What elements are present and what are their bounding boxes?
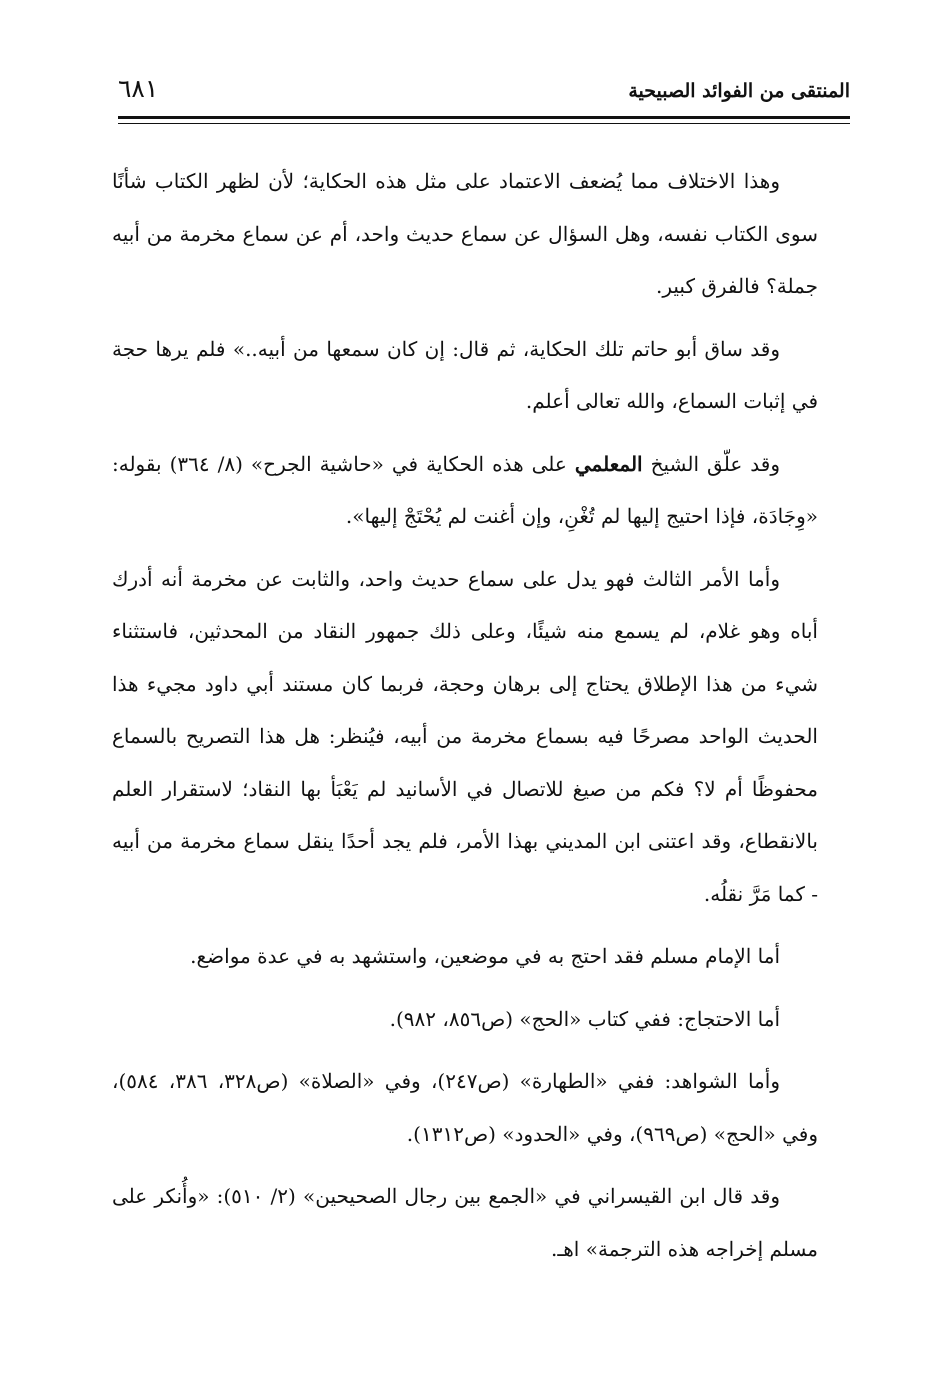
paragraph: أما الاحتجاج: ففي كتاب «الحج» (ص٨٥٦، ٩٨٢). bbox=[389, 1006, 780, 1031]
paragraph: وهذا الاختلاف مما يُضعف الاعتماد على مثل هذه الحكاية؛ لأن لظهر الكتاب شأنًا سوى الكتاب نفسه، وهل السؤال عن سماع حديث واحد، أم عن سماع مخرمة من أبيه جملة؟ فالفرق كبير. bbox=[112, 169, 818, 298]
page-number: ٦٨١ bbox=[118, 74, 159, 103]
paragraph-text-after: على هذه الحكاية في «حاشية الجرح» (٨/ ٣٦٤) بقوله: «وِجَادَة، فإذا احتيج إليها لم تُغْنِ، وإن أغنت لم يُحْتَجْ إليها». bbox=[112, 451, 818, 528]
paragraph: وقد ساق أبو حاتم تلك الحكاية، ثم قال: إن كان سمعها من أبيه..» فلم يرها حجة في إثبات السماع، والله تعالى أعلم. bbox=[112, 336, 818, 413]
paragraph: أما الإمام مسلم فقد احتج به في موضعين، واستشهد به في عدة مواضع. bbox=[190, 944, 780, 968]
paragraph: وأما الأمر الثالث فهو يدل على سماع حديث واحد، والثابت عن مخرمة أنه أدرك أباه وهو غلام، لم يسمع منه شيئًا، وعلى ذلك جمهور النقاد من المحدثين، فاستثناء شيء من هذا الإطلاق يحتاج إلى برهان وحجة، فربما كان مستند أبي داود مجيء هذا الحديث الواحد مصرحًا فيه بسماع مخرمة من أبيه، فيُنظر: هل هذا التصريح بالسماع محفوظًا أم لا؟ فكم من صيغ للاتصال في الأسانيد لم يَعْبَأ بها النقاد؛ لاستقرار العلم بالانقطاع، وقد اعتنى ابن المديني بهذا الأمر، فلم يجد أحدًا ينقل سماع مخرمة من أبيه - كما مَرَّ نقلُه. bbox=[112, 566, 818, 906]
page-header bbox=[118, 70, 850, 110]
header-rule-thin bbox=[118, 123, 850, 124]
paragraph-text-before: وقد علّق الشيخ bbox=[642, 451, 780, 476]
paragraph: وأما الشواهد: ففي «الطهارة» (ص٢٤٧)، وفي «الصلاة» (ص٣٢٨، ٣٨٦، ٥٨٤)، وفي «الحج» (ص٩٦٩)، وفي «الحدود» (ص١٣١٢). bbox=[112, 1069, 818, 1146]
running-title: المنتقى من الفوائد الصبيحية bbox=[628, 80, 850, 102]
scholar-name-bold: المعلمي bbox=[574, 451, 643, 476]
paragraph-with-emphasis bbox=[112, 438, 818, 543]
main-text bbox=[112, 155, 818, 1285]
header-rule-thick bbox=[118, 116, 850, 119]
paragraph: وقد قال ابن القيسراني في «الجمع بين رجال الصحيحين» (٢/ ٥١٠): «وأُنكر على مسلم إخراجه هذه الترجمة» اهـ. bbox=[112, 1184, 818, 1261]
